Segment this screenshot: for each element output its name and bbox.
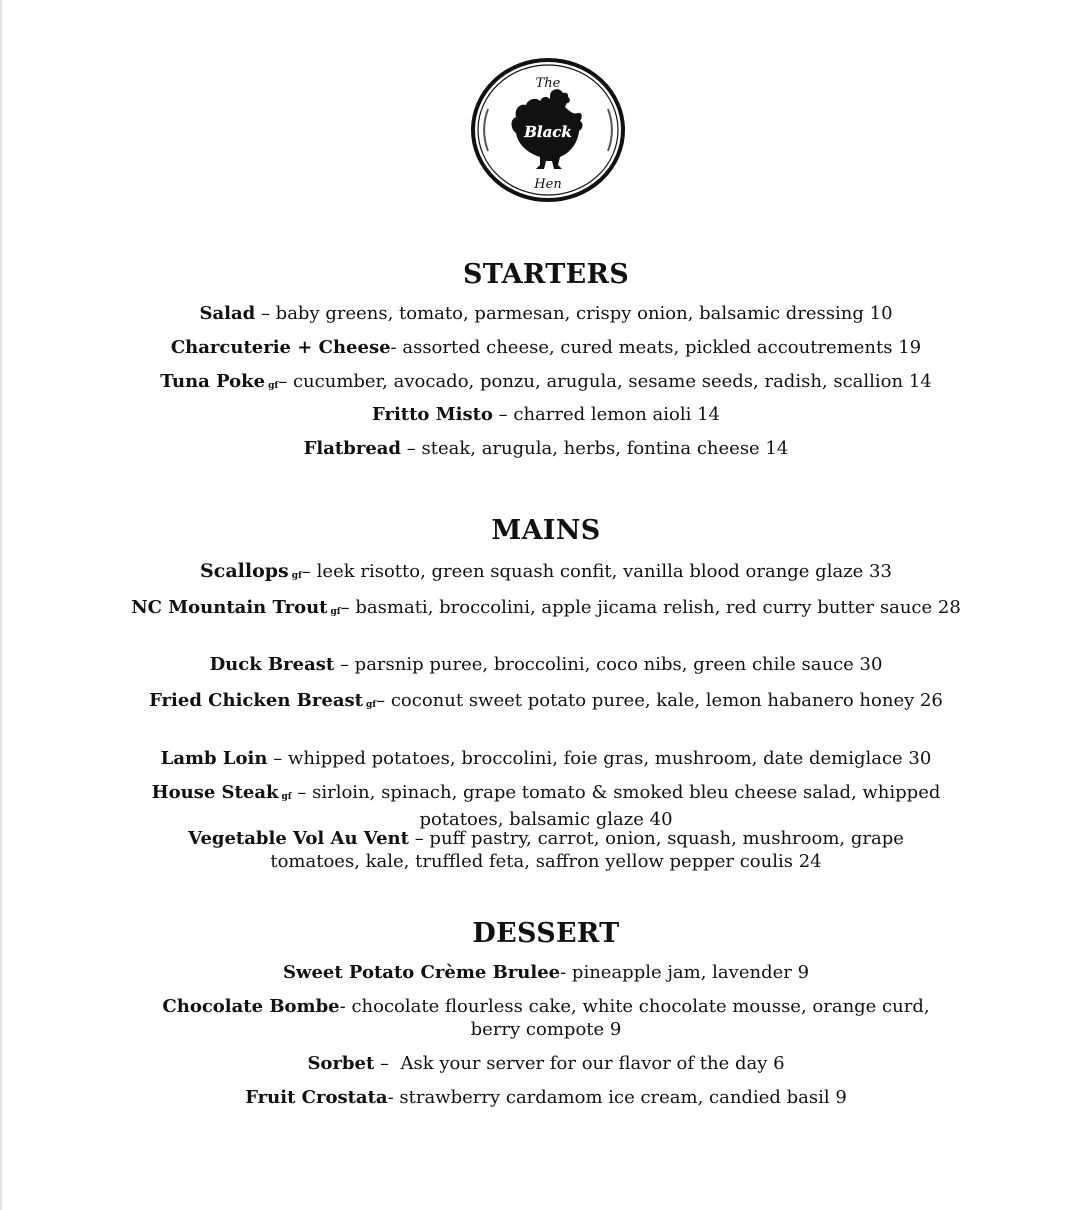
dessert-heading: DESSERT — [472, 918, 620, 949]
menu-item-nc-mountain-trout — [130, 596, 962, 623]
menu-item-vegetable-vol-au-vent — [160, 827, 932, 873]
item-name: Fruit Crostata — [245, 1087, 388, 1108]
gluten-free-badge: gf — [268, 381, 279, 391]
item-separator: – — [401, 438, 422, 459]
menu-item-lamb-loin — [0, 747, 1088, 770]
item-name: House Steak — [151, 782, 279, 803]
item-description: charred lemon aioli 14 — [513, 404, 720, 425]
item-name: Tuna Poke — [160, 371, 266, 392]
item-separator: – — [340, 597, 356, 618]
item-separator: – — [492, 404, 514, 425]
menu-item-tuna-poke — [0, 370, 1088, 397]
mains-heading: MAINS — [491, 515, 601, 546]
item-description: assorted cheese, cured meats, pickled accoutrements 19 — [402, 337, 922, 358]
menu-item-charcuterie — [0, 336, 1088, 359]
menu-item-flatbread — [0, 437, 1088, 460]
menu-item-sweet-potato-creme-brulee — [0, 961, 1088, 984]
menu-item-chocolate-bombe — [140, 995, 952, 1041]
item-name: Lamb Loin — [160, 748, 268, 769]
logo-text-the: The — [535, 76, 561, 91]
item-name: Duck Breast — [209, 654, 335, 675]
item-separator: – — [301, 561, 317, 582]
logo-text-black: Black — [524, 123, 572, 141]
item-description: cucumber, avocado, ponzu, arugula, sesame seeds, radish, scallion 14 — [292, 371, 932, 392]
menu-item-fruit-crostata — [0, 1086, 1088, 1109]
item-description: sirloin, spinach, grape tomato & smoked bleu cheese salad, whipped potatoes, balsamic glaze 40 — [312, 782, 941, 830]
item-description: steak, arugula, herbs, fontina cheese 14 — [421, 438, 789, 459]
menu-item-house-steak — [130, 781, 962, 831]
menu-item-salad — [0, 302, 1088, 325]
item-description: basmati, broccolini, apple jicama relish, red curry butter sauce 28 — [355, 597, 961, 618]
item-name: Flatbread — [303, 438, 402, 459]
gluten-free-badge: gf — [330, 607, 341, 617]
item-description: leek risotto, green squash confit, vanilla blood orange glaze 33 — [316, 561, 892, 582]
item-description: Ask your server for our flavor of the day 6 — [400, 1053, 785, 1074]
menu-item-sorbet — [0, 1052, 1088, 1075]
item-separator: – — [334, 654, 355, 675]
item-separator: - — [560, 962, 572, 983]
item-separator: - — [339, 996, 352, 1017]
item-description: parsnip puree, broccolini, coco nibs, green chile sauce 30 — [354, 654, 883, 675]
menu-item-fried-chicken-breast — [130, 689, 962, 716]
item-name: NC Mountain Trout — [131, 597, 328, 618]
item-name: Sweet Potato Crème Brulee — [282, 962, 561, 983]
gluten-free-badge: gf — [281, 792, 292, 802]
item-name: Salad — [199, 303, 256, 324]
item-separator: – — [255, 303, 276, 324]
item-description: puff pastry, carrot, onion, squash, mushroom, grape tomatoes, kale, truffled feta, saffron yellow pepper coulis 24 — [270, 828, 904, 872]
item-name: Vegetable Vol Au Vent — [188, 828, 409, 849]
menu-item-duck-breast — [0, 653, 1088, 676]
starters-heading: STARTERS — [462, 259, 630, 290]
item-separator: – — [408, 828, 430, 849]
item-separator: – — [267, 748, 288, 769]
item-description: baby greens, tomato, parmesan, crispy onion, balsamic dressing 10 — [275, 303, 893, 324]
gluten-free-badge: gf — [365, 700, 377, 710]
gluten-free-badge: gf — [291, 571, 302, 581]
item-separator: – — [376, 690, 391, 711]
item-description: whipped potatoes, broccolini, foie gras, mushroom, date demiglace 30 — [287, 748, 932, 769]
item-name: Fried Chicken Breast — [149, 690, 363, 711]
item-separator: – — [374, 1053, 401, 1074]
item-separator: - — [390, 337, 403, 358]
item-description: pineapple jam, lavender 9 — [571, 962, 810, 983]
item-separator: – — [291, 782, 313, 803]
item-separator: - — [387, 1087, 400, 1108]
item-name: Chocolate Bombe — [162, 996, 340, 1017]
item-separator: – — [278, 371, 293, 392]
item-description: strawberry cardamom ice cream, candied basil 9 — [399, 1087, 847, 1108]
item-name: Charcuterie + Cheese — [170, 337, 391, 358]
menu-item-fritto-misto — [0, 403, 1088, 426]
item-name: Fritto Misto — [372, 404, 493, 425]
logo-text-hen: Hen — [534, 177, 562, 192]
item-description: chocolate flourless cake, white chocolate mousse, orange curd, berry compote 9 — [351, 996, 930, 1040]
menu-item-scallops — [0, 560, 1088, 587]
item-name: Scallops — [200, 560, 289, 582]
item-name: Sorbet — [307, 1053, 375, 1074]
item-description: coconut sweet potato puree, kale, lemon habanero honey 26 — [390, 690, 943, 711]
